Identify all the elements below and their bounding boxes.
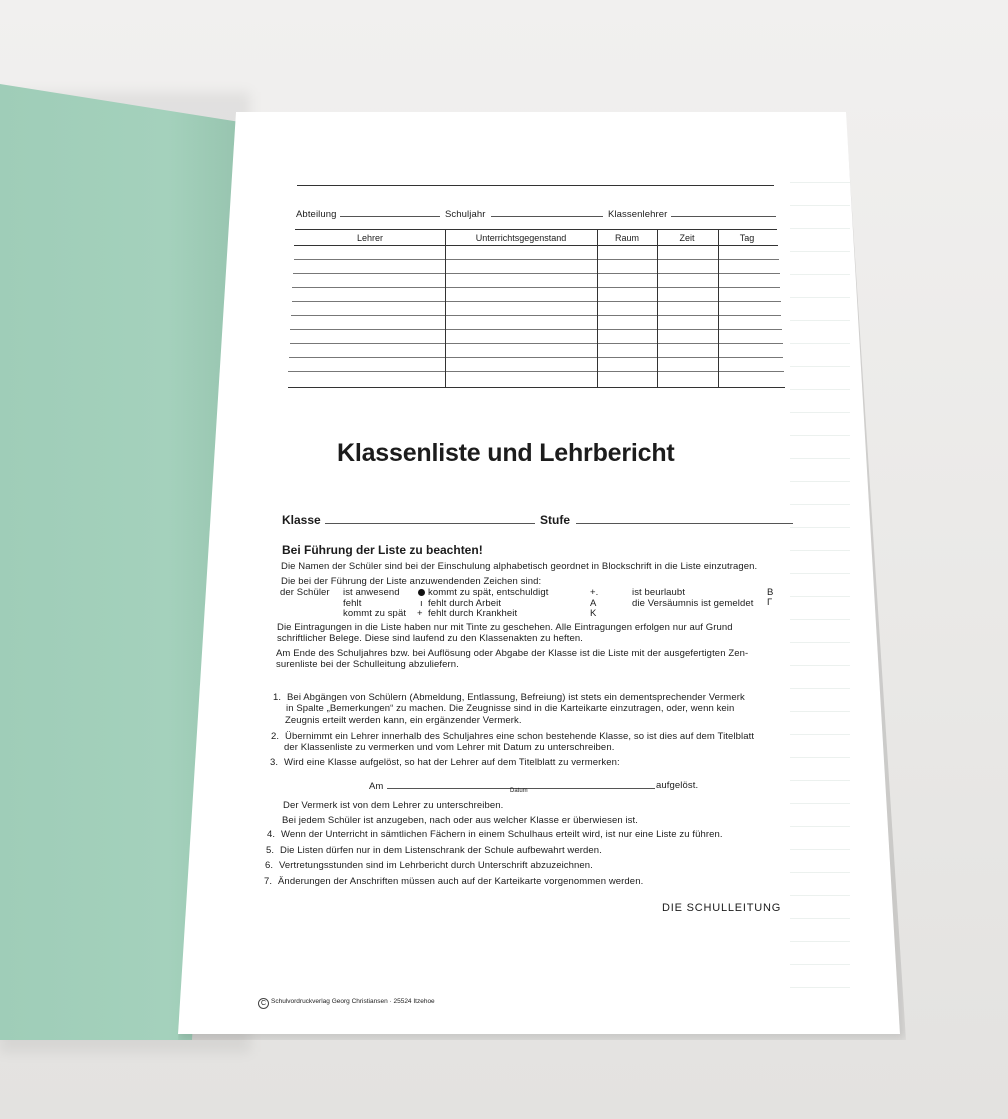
rule-3-line1: Wird eine Klasse aufgelöst, so hat der Lehrer auf dem Titelblatt zu vermerken: <box>284 757 620 768</box>
datum-caption: Datum <box>510 788 528 794</box>
am-label: Am <box>369 781 384 792</box>
signature-line: DIE SCHULLEITUNG <box>662 902 782 914</box>
notice-intro: Die Namen der Schüler sind bei der Einschulung alphabetisch geordnet in Blockschrift in die Liste einzutragen. <box>281 561 758 572</box>
top-rule <box>297 185 774 186</box>
sign-versaeumnis: die Versäumnis ist gemeldet <box>632 598 754 609</box>
para1-line1: Die Eintragungen in die Liste haben nur mit Tinte zu geschehen. Alle Eintragungen erfolgen nur auf Grund <box>277 622 733 633</box>
col-divider <box>445 229 446 387</box>
schuljahr-field[interactable] <box>491 216 603 217</box>
table-row[interactable] <box>293 273 780 274</box>
rule-2-line1: Übernimmt ein Lehrer innerhalb des Schuljahres eine schon bestehende Klasse, so ist dies auf dem Titelblatt <box>285 731 755 742</box>
table-top-border <box>295 229 777 230</box>
rule-5-number: 5. <box>266 845 275 856</box>
rule-5: Die Listen dürfen nur in dem Listenschrank der Schule aufbewahrt werden. <box>280 845 602 856</box>
schuljahr-label: Schuljahr <box>445 209 486 220</box>
sign-beurlaubt-mark: B <box>767 587 774 598</box>
sign-zu-spaet-entsch-mark: +. <box>590 587 599 598</box>
rule-1-line2: in Spalte „Bemerkungen“ zu machen. Die Zeugnisse sind in die Karteikarte einzutragen, oder, wenn kein <box>286 703 735 714</box>
table-row[interactable] <box>290 329 782 330</box>
table-row[interactable] <box>291 315 781 316</box>
stufe-field[interactable] <box>576 523 793 524</box>
rule-1-line1: Bei Abgängen von Schülern (Abmeldung, Entlassung, Befreiung) ist stets ein dementsprechender Vermerk <box>287 692 745 703</box>
sign-arbeit: fehlt durch Arbeit <box>428 598 502 609</box>
table-row[interactable] <box>294 259 779 260</box>
rule-3-sign: Der Vermerk ist von dem Lehrer zu unterschreiben. <box>283 800 504 811</box>
stufe-label: Stufe <box>540 513 570 527</box>
der-schueler-label: der Schüler <box>280 587 330 598</box>
klassenlehrer-field[interactable] <box>671 216 776 217</box>
col-header-zeit: Zeit <box>679 233 695 243</box>
table-header-border <box>294 245 778 246</box>
klasse-label: Klasse <box>282 513 321 527</box>
table-row[interactable] <box>290 343 783 344</box>
sign-krankheit-mark: K <box>590 608 597 619</box>
rule-6-number: 6. <box>265 860 274 871</box>
rule-2-line2: der Klassenliste zu vermerken und vom Lehrer mit Datum zu unterschreiben. <box>284 742 615 753</box>
aufgeloest-label: aufgelöst. <box>656 780 699 791</box>
rule-7-number: 7. <box>264 876 273 887</box>
col-header-tag: Tag <box>739 233 755 243</box>
notice-heading: Bei Führung der Liste zu beachten! <box>282 543 483 557</box>
sign-fehlt: fehlt <box>343 598 362 609</box>
rule-1-line3: Zeugnis erteilt werden kann, ein ergänzender Vermerk. <box>285 715 522 726</box>
copyright-icon: C <box>258 998 269 1009</box>
sign-arbeit-mark: A <box>590 598 597 609</box>
sign-zu-spaet: kommt zu spät <box>343 608 407 619</box>
table-row[interactable] <box>288 371 784 372</box>
table-row[interactable] <box>289 357 783 358</box>
col-header-lehrer: Lehrer <box>356 233 383 243</box>
rule-3-each: Bei jedem Schüler ist anzugeben, nach oder aus welcher Klasse er überwiesen ist. <box>282 815 638 826</box>
rule-7: Änderungen der Anschriften müssen auch auf der Karteikarte vorgenommen werden. <box>278 876 644 887</box>
para1-line2: schriftlicher Belege. Diese sind laufend zu den Klassenakten zu heften. <box>277 633 584 644</box>
para2-line2: surenliste bei der Schulleitung abzuliefern. <box>276 659 459 670</box>
rule-4-number: 4. <box>267 829 276 840</box>
sign-versaeumnis-mark: Γ <box>767 597 773 608</box>
publisher-imprint: Schulvordruckverlag Georg Christiansen · 25524 Itzehoe <box>271 998 435 1005</box>
document-title: Klassenliste und Lehrbericht <box>337 439 675 467</box>
sign-krankheit: fehlt durch Krankheit <box>428 608 518 619</box>
klassenlehrer-label: Klassenlehrer <box>608 209 668 220</box>
abteilung-label: Abteilung <box>296 209 337 220</box>
sign-beurlaubt: ist beurlaubt <box>632 587 686 598</box>
signs-intro: Die bei der Führung der Liste anzuwendenden Zeichen sind: <box>281 576 542 587</box>
table-bottom-border <box>288 387 785 388</box>
dot-icon <box>418 589 425 596</box>
table-row[interactable] <box>292 301 781 302</box>
col-header-unterrichtsgegenstand: Unterrichtsgegenstand <box>475 233 567 243</box>
rule-2-number: 2. <box>271 731 280 742</box>
rule-1-number: 1. <box>273 692 282 703</box>
abteilung-field[interactable] <box>340 216 440 217</box>
sign-fehlt-mark: ı <box>420 598 423 609</box>
rule-4: Wenn der Unterricht in sämtlichen Fächern in einem Schulhaus erteilt wird, ist nur eine Liste zu führen. <box>281 829 723 840</box>
show-through-grid <box>790 160 850 1000</box>
rule-3-number: 3. <box>270 757 279 768</box>
sign-anwesend: ist anwesend <box>343 587 400 598</box>
sign-zu-spaet-mark: + <box>417 608 423 619</box>
table-row[interactable] <box>292 287 780 288</box>
para2-line1: Am Ende des Schuljahres bzw. bei Auflösung oder Abgabe der Klasse ist die Liste mit der ausgefertigten Zen- <box>276 648 749 659</box>
sign-zu-spaet-entsch: kommt zu spät, entschuldigt <box>428 587 549 598</box>
col-divider <box>657 229 658 387</box>
col-divider <box>597 229 598 387</box>
col-header-raum: Raum <box>614 233 639 243</box>
rule-6: Vertretungsstunden sind im Lehrbericht durch Unterschrift abzuzeichnen. <box>279 860 593 871</box>
col-divider <box>718 229 719 387</box>
klasse-field[interactable] <box>325 523 535 524</box>
